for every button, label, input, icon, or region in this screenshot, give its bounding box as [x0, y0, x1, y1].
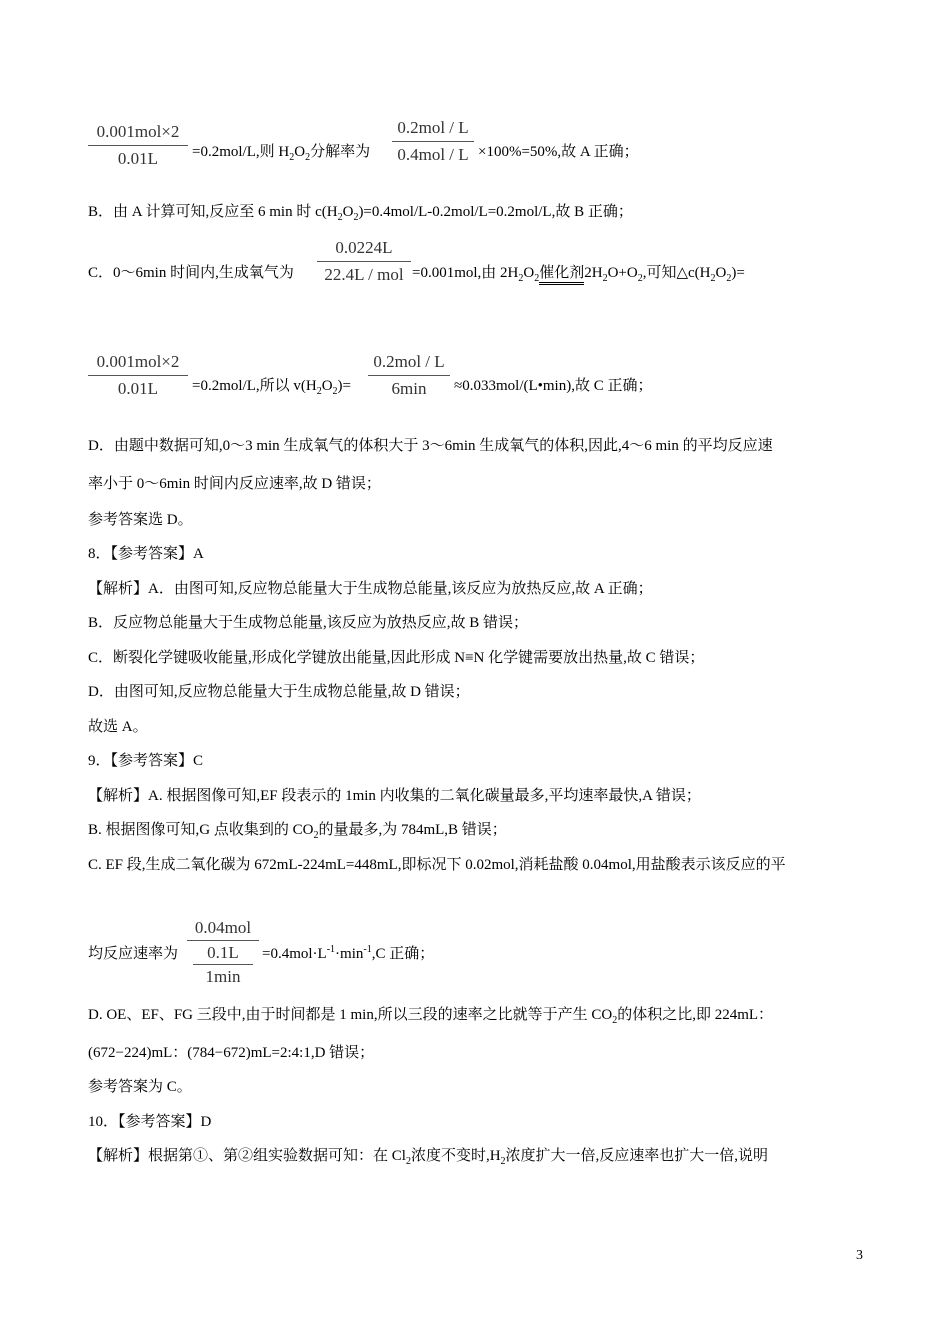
q8-b: B．反应物总能量大于生成物总能量,该反应为放热反应,故 B 错误；	[88, 615, 529, 631]
text-c4: ≈0.033mol/(L•min),故 C 正确；	[454, 378, 653, 394]
text-c2: =0.001mol,由 $2H_2O_2$催化剂$2H_2O+O_2$,可知$\triangle c(H_2O_2)=$	[412, 265, 745, 284]
q8-d: D．由图可知,反应物总能量大于生成物总能量,故 D 错误；	[88, 684, 470, 700]
fraction-a2: 0.2mol / L 0.4mol / L	[392, 118, 474, 165]
page-number: 3	[856, 1248, 863, 1263]
q9-c2-prefix: 均反应速率为	[88, 946, 179, 962]
q10-answer: 10．【参考答案】D	[88, 1114, 212, 1130]
fraction-c2: 0.001mol×2 0.01L	[88, 352, 188, 399]
q9-d2: (672−224)mL：(784−672)mL=2:4:1,D 错误；	[88, 1045, 375, 1061]
q9-d1: D. OE、EF、FG 三段中,由于时间都是 1 min,所以三段的速率之比就等于产生 $CO_2$的体积之比,即 224mL：	[88, 1007, 774, 1026]
fraction-c1: 0.0224L 22.4L / mol	[317, 238, 411, 285]
q8-end: 故选 A。	[88, 719, 148, 735]
text-c3: =0.2mol/L,所以 $v(H_2O_2)=$	[192, 378, 352, 397]
q9-c2-suffix: $=0.4mol\cdot L^{-1}\cdot\min^{-1},C$ 正确；	[262, 944, 435, 962]
text-c1: C．0～6min 时间内,生成氧气为	[88, 265, 294, 281]
answer-9: 参考答案为 C。	[88, 1079, 192, 1095]
q9-answer: 9．【参考答案】C	[88, 753, 204, 769]
text-a2: ×100%=50%,故 A 正确；	[478, 144, 639, 160]
fraction-a1: 0.001mol×2 0.01L	[88, 122, 188, 169]
text-d1: D．由题中数据可知,0～3 min 生成氧气的体积大于 3～6min 生成氧气的体积,因此,4～6 min 的平均反应速	[88, 438, 773, 454]
q8-c: C．断裂化学键吸收能量,形成化学键放出能量,因此形成 N≡N 化学键需要放出热量,故 C 错误；	[88, 650, 705, 666]
q9-c: C. EF 段,生成二氧化碳为 672mL-224mL=448mL,即标况下 0.02mol,消耗盐酸 0.04mol,用盐酸表示该反应的平	[88, 857, 786, 873]
fraction-c3: 0.2mol / L 6min	[368, 352, 450, 399]
text-a1: =0.2mol/L,则 $H_2O_2$分解率为	[192, 144, 371, 163]
q8-a: 【解析】A．由图可知,反应物总能量大于生成物总能量,该反应为放热反应,故 A 正确；	[88, 581, 653, 597]
q10-a: 【解析】根据第①、第②组实验数据可知：在 $Cl_2$浓度不变时$,H_2$浓度扩大一倍,反应速率也扩大一倍,说明	[88, 1148, 769, 1167]
text-d2: 率小于 0～6min 时间内反应速率,故 D 错误；	[88, 476, 381, 492]
q8-answer: 8．【参考答案】A	[88, 546, 204, 562]
fraction-q9: 0.04mol 0.1L 1min	[187, 918, 259, 987]
q9-a: 【解析】A. 根据图像可知,EF 段表示的 1min 内收集的二氧化碳量最多,平均速率最快,A 错误；	[88, 788, 701, 804]
text-b: B．由 A 计算可知,反应至 6 min 时 $c(H_2O_2)=0.4mol/L-0.2mol/L=0.2mol/L$,故 B 正确；	[88, 204, 633, 223]
catalyst-arrow: 催化剂	[539, 264, 584, 285]
q9-b: B. 根据图像可知,G 点收集到的 $CO_2$的量最多,为 784mL,B 错误；	[88, 822, 507, 841]
answer-7: 参考答案选 D。	[88, 512, 193, 528]
